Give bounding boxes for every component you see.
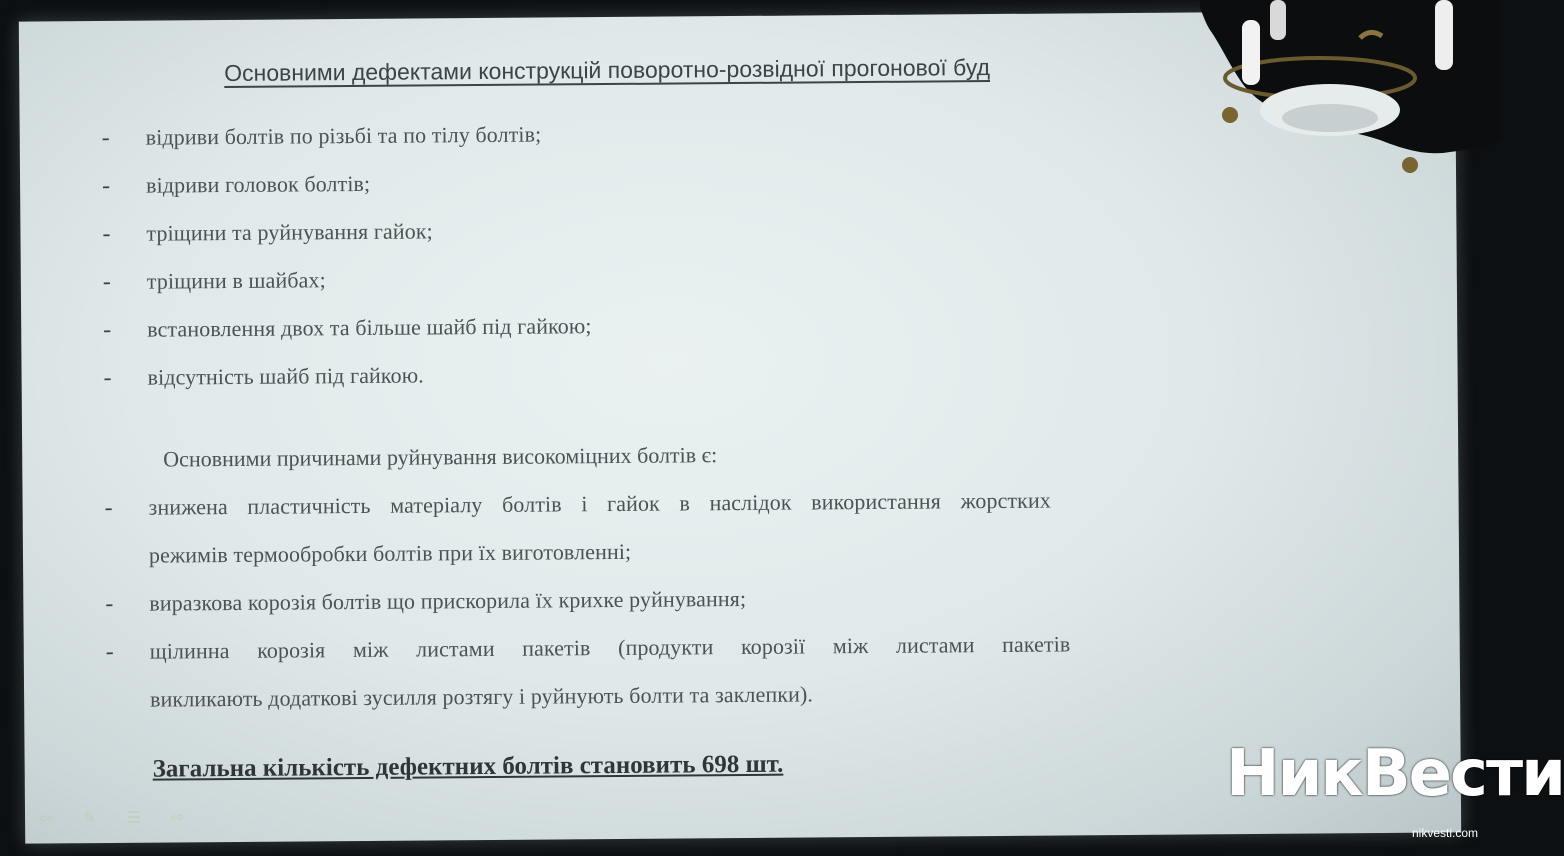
list-item-text: виразкова корозія болтів що прискорила їх крихке руйнування; <box>149 585 747 616</box>
list-item-text: відриви болтів по різьбі та по тілу болтів; <box>145 121 542 150</box>
list-item-text: щілинна корозія між листами пакетів (продукти корозії між листами пакетів <box>149 631 1071 664</box>
list-item-text: встановлення двох та більше шайб під гайкою; <box>147 313 592 342</box>
back-arrow-icon[interactable]: ⇦ <box>38 808 53 828</box>
dash-marker: - <box>105 590 114 617</box>
dash-marker: - <box>101 172 111 200</box>
list-item-text: відриви головок болтів; <box>145 170 371 198</box>
list-item-text: викликають додаткові зусилля розтягу і руйнують болти та заклепки). <box>150 681 814 712</box>
pen-icon[interactable]: ✎ <box>82 808 97 828</box>
causes-heading: Основними причинами руйнування високоміцних болтів є: <box>163 442 718 472</box>
slide-title: Основними дефектами конструкцій поворотно-розвідної прогонової буд <box>224 54 991 87</box>
list-item-text: відсутність шайб під гайкою. <box>147 362 424 390</box>
forward-arrow-icon[interactable]: ⇨ <box>170 807 185 827</box>
dash-marker: - <box>105 638 114 665</box>
dash-marker: - <box>104 494 113 521</box>
menu-icon[interactable]: ☰ <box>126 807 142 827</box>
dash-marker: - <box>102 268 111 295</box>
dash-marker: - <box>103 316 112 343</box>
nikvesti-logo: НикВести <box>1226 737 1564 811</box>
list-item-text: режимів термообробки болтів при їх виготовленні; <box>148 538 632 568</box>
slide-nav-toolbar <box>38 807 195 828</box>
list-item-text: тріщини та руйнування гайок; <box>146 218 433 246</box>
total-defective-bolts: Загальна кількість дефектних болтів становить 698 шт. <box>152 750 784 783</box>
dash-marker: - <box>101 124 110 152</box>
nikvesti-url: nikvesti.com <box>1412 826 1479 840</box>
chandelier-silhouette <box>1200 0 1500 190</box>
dash-marker: - <box>103 364 112 391</box>
list-item-text: тріщини в шайбах; <box>146 267 326 294</box>
dash-marker: - <box>102 220 111 248</box>
list-item-text: знижена пластичність матеріалу болтів і гайок в наслідок використання жорстких <box>148 487 1051 520</box>
